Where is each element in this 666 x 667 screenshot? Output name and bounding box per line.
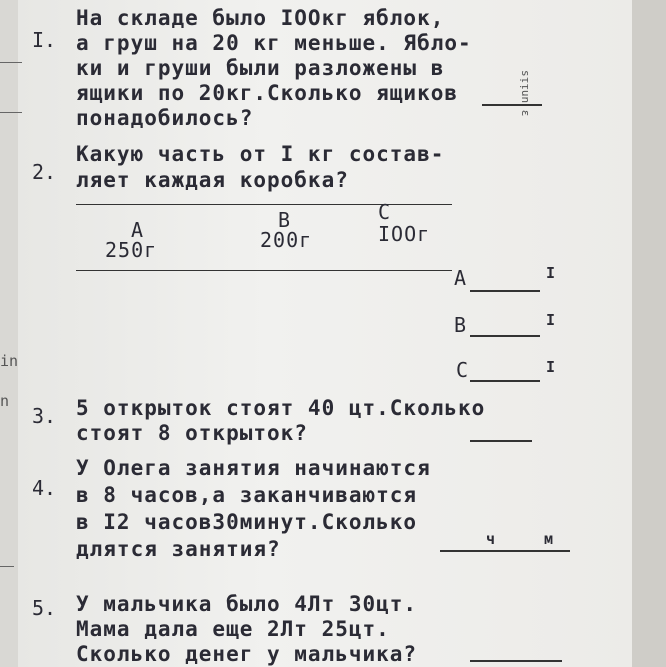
unit-hours: ч xyxy=(486,530,497,548)
margin-mark: in xyxy=(0,352,19,370)
question-text-line: ящики по 20кг.Сколько ящиков xyxy=(76,81,459,105)
adjacent-page-edge xyxy=(632,0,666,667)
question-text-line: понадобилось? xyxy=(76,106,254,130)
question-text-line: в I2 часов30минут.Сколько xyxy=(76,510,418,534)
question-number: 2. xyxy=(32,160,57,184)
question-number: I. xyxy=(32,28,57,52)
question-number: 5. xyxy=(32,596,57,620)
answer-label-a: A xyxy=(454,266,468,290)
answer-label-b: B xyxy=(454,313,468,337)
margin-dash xyxy=(0,112,22,113)
side-text: sᴉᴉun ɛ xyxy=(519,70,532,117)
answer-line[interactable] xyxy=(470,440,532,442)
question-text-line: Мама дала еще 2Лт 25цт. xyxy=(76,617,390,641)
box-weight: 250г xyxy=(105,238,158,262)
table-bottom-rule xyxy=(76,270,452,271)
question-text-line: На складе было IOOкг яблок, xyxy=(76,6,445,30)
box-letter: A xyxy=(131,218,145,242)
answer-unit: I xyxy=(546,358,557,376)
question-number: 3. xyxy=(32,404,57,428)
margin-mark: n xyxy=(0,392,10,410)
margin-dash xyxy=(0,62,22,63)
question-text-line: У Олега занятия начинаются xyxy=(76,456,431,480)
box-letter: B xyxy=(278,208,292,232)
answer-unit: I xyxy=(546,264,557,282)
answer-line-a[interactable] xyxy=(470,290,540,292)
question-text-line: ляет каждая коробка? xyxy=(76,168,349,192)
answer-line[interactable] xyxy=(440,550,570,552)
question-text-line: У мальчика было 4Лт 30цт. xyxy=(76,592,418,616)
box-weight: IOOг xyxy=(378,222,431,246)
question-text-line: Сколько денег у мальчика? xyxy=(76,642,418,666)
margin-dash xyxy=(0,566,14,567)
question-text-line: ки и груши были разложены в xyxy=(76,56,445,80)
question-text-line: 5 открыток стоят 40 цт.Сколько xyxy=(76,396,486,420)
question-text-line: стоят 8 открыток? xyxy=(76,421,308,445)
answer-label-c: C xyxy=(456,358,470,382)
unit-minutes: м xyxy=(544,530,555,548)
question-text-line: длятся занятия? xyxy=(76,537,281,561)
question-number: 4. xyxy=(32,476,57,500)
question-text-line: в 8 часов,а заканчиваются xyxy=(76,483,418,507)
answer-line[interactable] xyxy=(470,660,562,662)
answer-line-b[interactable] xyxy=(470,335,540,337)
table-top-rule xyxy=(76,204,452,205)
box-letter: C xyxy=(378,200,392,224)
answer-line-c[interactable] xyxy=(470,380,540,382)
box-weight: 200г xyxy=(260,228,313,252)
question-text-line: Какую часть от I кг состав- xyxy=(76,142,445,166)
question-text-line: а груш на 20 кг меньше. Ябло- xyxy=(76,31,472,55)
answer-unit: I xyxy=(546,311,557,329)
answer-line[interactable] xyxy=(482,104,542,106)
